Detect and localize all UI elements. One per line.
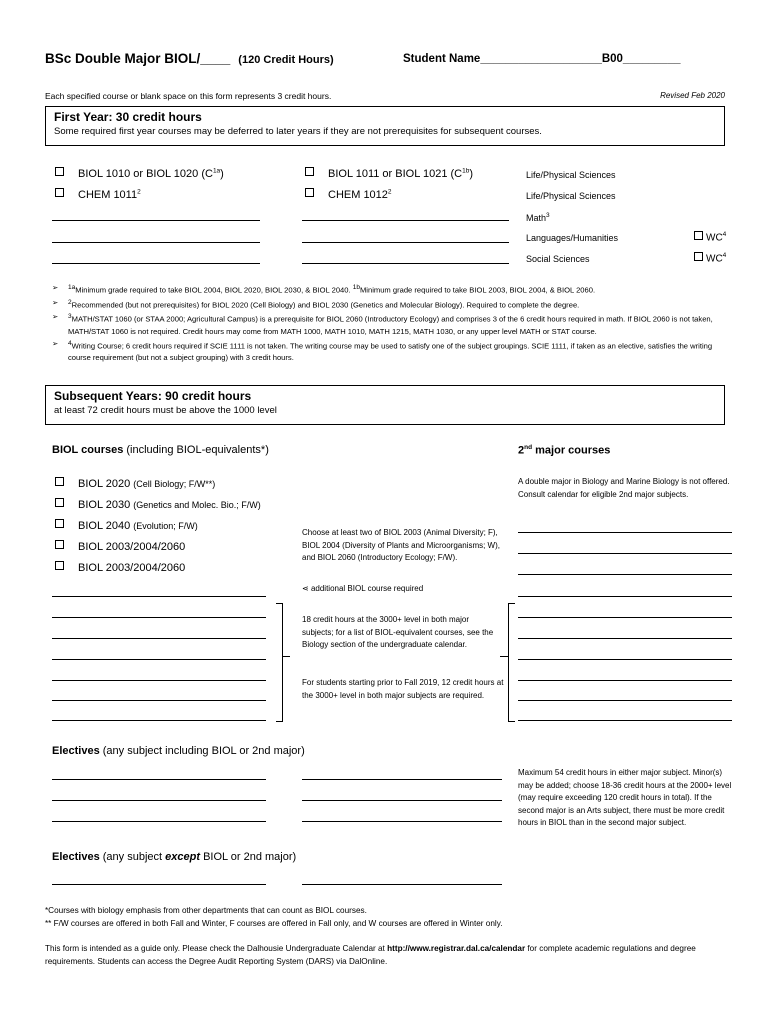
wc-checkbox-1[interactable]: $WC^4$	[694, 231, 726, 243]
calendar-link[interactable]: http://www.registrar.dal.ca/calendar	[387, 944, 526, 953]
subsequent-years-subtitle: at least 72 credit hours must be above the 1000 level	[54, 405, 277, 416]
checkbox[interactable]	[55, 167, 64, 176]
course-biol-2003-b[interactable]: BIOL 2003/2004/2060	[55, 561, 185, 574]
electives-heading-1: Electives (any subject including BIOL or 2nd major)	[52, 745, 305, 757]
blank-line[interactable]	[518, 574, 732, 575]
arrow-icon: ➢	[52, 283, 59, 292]
footnotes	[52, 282, 732, 364]
first-year-title: First Year: 30 credit hours	[54, 110, 202, 124]
additional-biol-note: ⋖ additional BIOL course required	[302, 584, 424, 593]
form-title: BSc Double Major BIOL/____ (120 Credit Hours)	[45, 51, 334, 66]
label-math: Math$^3$	[526, 212, 550, 223]
course-biol-2040[interactable]: BIOL 2040 (Evolution; F/W)	[55, 519, 198, 532]
electives-max-note: Maximum 54 credit hours in either major subject. Minor(s) may be added; choose 18-36 credit hours at the 2000+ level (may require exceeding 120 credit hours in total). If the second major is an Arts subject, there must be more credit hours in BIOL than in the second major subject.	[518, 768, 732, 827]
first-year-box	[45, 106, 725, 146]
blank-line[interactable]	[518, 532, 732, 533]
fall-2019-note: For students starting prior to Fall 2019, 12 credit hours at the 3000+ level in both major subjects are required.	[302, 678, 504, 700]
blank-line[interactable]	[518, 553, 732, 554]
course-chem-1011[interactable]: CHEM 1011$^2$	[55, 188, 141, 201]
blank-line[interactable]	[52, 263, 260, 264]
label-life-physical-2: Life/Physical Sciences	[526, 191, 616, 201]
arrow-left-icon: ⋖	[302, 584, 309, 593]
right-bracket	[508, 603, 515, 722]
form-subtitle: (120 Credit Hours)	[238, 54, 334, 66]
label-languages: Languages/Humanities	[526, 233, 619, 243]
checkbox[interactable]	[55, 519, 64, 528]
blank-line[interactable]	[52, 779, 266, 780]
footer-guide: This form is intended as a guide only. Please check the Dalhousie Undergraduate Calendar at http://www.registrar.dal.ca/calendar for complete academic regulations and degree requirements. Students can access the Degree Audit Reporting System (DARS) via DalOnline.	[45, 944, 696, 966]
choose-two-note: Choose at least two of BIOL 2003 (Animal Diversity; F), BIOL 2004 (Diversity of Plants and Microorganisms; W), and BIOL 2060 (Introductory Ecology; F/W).	[302, 528, 500, 562]
label-social-sciences: Social Sciences	[526, 254, 590, 264]
left-bracket-tip	[282, 656, 290, 657]
checkbox[interactable]	[305, 188, 314, 197]
blank-line[interactable]	[52, 220, 260, 221]
checkbox[interactable]	[55, 561, 64, 570]
label-life-physical-1: Life/Physical Sciences	[526, 170, 616, 180]
blank-line[interactable]	[52, 720, 266, 721]
arrow-icon: ➢	[52, 297, 59, 307]
checkbox[interactable]	[55, 477, 64, 486]
blank-line[interactable]	[52, 638, 266, 639]
blank-line[interactable]	[302, 779, 502, 780]
checkbox[interactable]	[694, 231, 703, 240]
subsequent-years-box	[45, 385, 725, 425]
first-year-subtitle: Some required first year courses may be deferred to later years if they are not prerequisites for subsequent courses.	[54, 126, 542, 137]
blank-line[interactable]	[52, 596, 266, 597]
second-major-note: A double major in Biology and Marine Biology is not offered. Consult calendar for eligible 2nd major subjects.	[518, 477, 730, 499]
blank-line[interactable]	[302, 242, 509, 243]
course-biol-2020[interactable]: BIOL 2020 (Cell Biology; F/W**)	[55, 477, 215, 490]
second-major-heading: 2nd major courses	[518, 444, 611, 457]
blank-line[interactable]	[52, 242, 260, 243]
credit-hours-note: 18 credit hours at the 3000+ level in both major subjects; for a list of BIOL-equivalent courses, see the Biology section of the undergraduate calendar.	[302, 615, 494, 649]
blank-line[interactable]	[52, 617, 266, 618]
blank-line[interactable]	[518, 596, 732, 597]
electives-heading-2: Electives (any subject except BIOL or 2nd major)	[52, 851, 297, 863]
subsequent-years-title: Subsequent Years: 90 credit hours	[54, 389, 252, 403]
arrow-icon: ➢	[52, 312, 59, 322]
blank-line[interactable]	[52, 821, 266, 822]
blank-line[interactable]	[52, 800, 266, 801]
footer-note-1: *Courses with biology emphasis from other departments that can count as BIOL courses.	[45, 906, 367, 915]
footnote-2: ➢ $^2$Recommended (but not prerequisites) for BIOL 2020 (Cell Biology) and BIOL 2030 (Genetics and Molecular Biology). Required to complete the degree.	[52, 297, 580, 310]
course-biol-2030[interactable]: BIOL 2030 (Genetics and Molec. Bio.; F/W)	[55, 498, 261, 511]
student-name-field[interactable]: Student Name___________________B00_________	[403, 53, 681, 65]
blank-line[interactable]	[518, 617, 732, 618]
blank-line[interactable]	[518, 659, 732, 660]
footer-note-2: ** F/W courses are offered in both Fall and Winter, F courses are offered in Fall only, and W courses are offered in Winter only.	[45, 919, 503, 928]
blank-line[interactable]	[52, 659, 266, 660]
credit-note: Each specified course or blank space on this form represents 3 credit hours.	[45, 91, 332, 101]
checkbox[interactable]	[305, 167, 314, 176]
arrow-icon: ➢	[52, 338, 59, 348]
blank-line[interactable]	[518, 638, 732, 639]
wc-checkbox-2[interactable]: $WC^4$	[694, 252, 726, 264]
course-biol-1011[interactable]: BIOL 1011 or BIOL 1021 $(C^{1b})$	[305, 167, 473, 180]
checkbox[interactable]	[694, 252, 703, 261]
blank-line[interactable]	[518, 720, 732, 721]
blank-line[interactable]	[302, 263, 509, 264]
footnote-3: ➢ $^3$MATH/STAT 1060 (or STAA 2000; Agricultural Campus) is a prerequisite for BIOL 2060 (Introductory Ecology) and comprises 3 of the 6 credit hours required in math. If BIOL 2060 is not taken, MATH/STAT 1060 is not required. Credit hours may come from MATH 1000, MATH 1010, MATH 1215, MATH 1030, or any upper level MATH or STAT course.	[52, 312, 713, 336]
left-bracket	[276, 603, 283, 722]
blank-line[interactable]	[518, 700, 732, 701]
blank-line[interactable]	[52, 700, 266, 701]
blank-line[interactable]	[518, 680, 732, 681]
checkbox[interactable]	[55, 498, 64, 507]
blank-line[interactable]	[302, 220, 509, 221]
blank-line[interactable]	[302, 821, 502, 822]
footnote-4: ➢ $^4$Writing Course; 6 credit hours required if SCIE 1111 is not taken. The writing course may be used to satisfy one of the subject groupings. SCIE 1111, if taken as an elective, satisfies the writing course requirement (but not a subject grouping) with 3 credit hours.	[52, 338, 713, 363]
checkbox[interactable]	[55, 540, 64, 549]
revised-date: Revised Feb 2020	[660, 91, 725, 100]
course-chem-1012[interactable]: CHEM 1012$^2$	[305, 188, 392, 201]
footnote-1: ➢ $^{1a}$Minimum grade required to take BIOL 2004, BIOL 2020, BIOL 2030, & BIOL 2040. $^{1b}$Minimum grade required to take BIOL 2003, BIOL 2004, & BIOL 2060.	[52, 283, 596, 295]
biol-courses-heading: BIOL courses (including BIOL-equivalents*)	[52, 444, 269, 456]
course-biol-2003-a[interactable]: BIOL 2003/2004/2060	[55, 540, 185, 553]
checkbox[interactable]	[55, 188, 64, 197]
course-biol-1010[interactable]: BIOL 1010 or BIOL 1020 $(C^{1a})$	[55, 167, 224, 180]
blank-line[interactable]	[302, 800, 502, 801]
blank-line[interactable]	[302, 884, 502, 885]
right-bracket-tip	[500, 656, 508, 657]
blank-line[interactable]	[52, 680, 266, 681]
blank-line[interactable]	[52, 884, 266, 885]
